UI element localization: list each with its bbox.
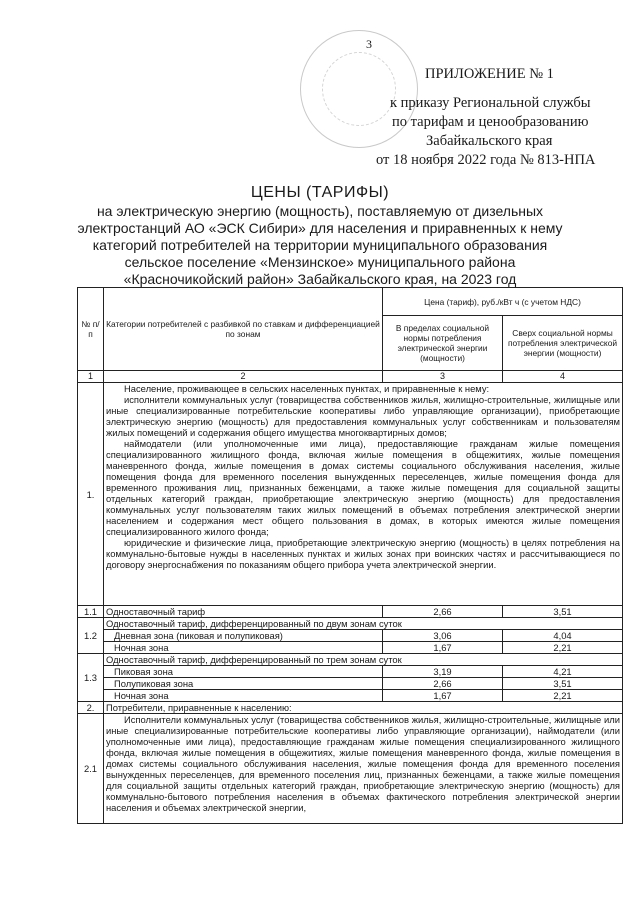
- column-number-4: 4: [503, 371, 623, 383]
- row-1-2-label: Одноставочный тариф, дифференцированный по двум зонам суток: [104, 618, 623, 630]
- table-row: [78, 654, 623, 666]
- row-1-3-peak-above: 4,21: [503, 666, 623, 678]
- row-1-paragraph-2: исполнители коммунальных услуг (товарищества собственников жилья, жилищно-строительные, жилищные или иные специализированные потребительские кооперативы либо управляющие организации), приобретающие электрическую энергию (мощность) для предоставления коммунальных услуг собственникам и пользователям жилых помещений и содержания общего имущества многоквартирных домов;: [106, 394, 620, 438]
- row-1-3-night-within: 1,67: [383, 690, 503, 702]
- row-1-description: [104, 383, 623, 606]
- row-1-2-day-label: Дневная зона (пиковая и полупиковая): [104, 630, 383, 642]
- row-1-3-semipeak-above: 3,51: [503, 678, 623, 690]
- table-row: [78, 666, 623, 678]
- row-1-3-night-above: 2,21: [503, 690, 623, 702]
- row-1-paragraph-1: Население, проживающее в сельских населенных пунктах, и приравненные к нему:: [124, 383, 490, 394]
- row-2-1-num: 2.1: [78, 714, 104, 824]
- table-row: [78, 678, 623, 690]
- header-within-norm: В пределах социальной нормы потребления электрической энергии (мощности): [383, 316, 503, 371]
- table-row: [78, 630, 623, 642]
- table-row: [78, 383, 623, 606]
- table-row: [78, 690, 623, 702]
- heading-line-4: сельское поселение «Мензинское» муниципального района: [124, 254, 516, 270]
- annex-line-1: к приказу Региональной службы: [390, 95, 591, 111]
- header-num: № п/п: [78, 288, 104, 371]
- annex-line-4: от 18 ноября 2022 года № 813-НПА: [376, 152, 596, 168]
- row-1-2-night-within: 1,67: [383, 642, 503, 654]
- row-1-paragraph-3: наймодатели (или уполномоченные ими лица), предоставляющие гражданам жилые помещения специализированного жилищного фонда, включая жилые помещения в общежитиях, жилые помещения маневренного фонда, жилые помещения в домах системы социального обслуживания населения, жилые помещения фонда для временного поселения вынужденных переселенцев, жилые помещения фонда для временного проживания лиц, признанных беженцами, а также жилые помещения для социальной защиты отдельных категорий граждан, приобретающие электрическую энергию (мощность) для предоставления коммунальных услуг пользователям таких жилых помещений в объемах потребления электрической энергии населением и содержания мест общего пользования в домах, в которых имеются жилые помещения специализированного жилого фонда;: [106, 438, 620, 537]
- row-1-3-peak-within: 3,19: [383, 666, 503, 678]
- row-1-1-label: Одноставочный тариф: [104, 606, 383, 618]
- row-1-1-within: 2,66: [383, 606, 503, 618]
- heading-title: ЦЕНЫ (ТАРИФЫ): [250, 184, 390, 201]
- row-1-3-label: Одноставочный тариф, дифференцированный по трем зонам суток: [104, 654, 623, 666]
- row-1-1-above: 3,51: [503, 606, 623, 618]
- row-1-3-semipeak-label: Полупиковая зона: [104, 678, 383, 690]
- official-seal-inner-ring: [322, 52, 396, 126]
- tariff-table: [77, 287, 623, 824]
- row-1-2-day-within: 3,06: [383, 630, 503, 642]
- row-1-2-night-label: Ночная зона: [104, 642, 383, 654]
- row-1-paragraph-4: юридические и физические лица, приобретающие электрическую энергию (мощность) в целях потребления на коммунально-бытовые нужды в населенных пунктах и жилых зонах при воинских частях и рассчитывающиеся по договору энергоснабжения по показаниям общего прибора учета электрической энергии.: [106, 537, 620, 570]
- annex-line-3: Забайкальского края: [426, 133, 553, 149]
- header-price: Цена (тариф), руб./кВт ч (с учетом НДС): [383, 288, 623, 316]
- heading-line-5: «Красночикойский район» Забайкальского края, на 2023 год: [123, 271, 517, 287]
- row-2-label: Потребители, приравненные к населению:: [104, 702, 623, 714]
- heading-line-1: на электрическую энергию (мощность), поставляемую от дизельных: [96, 203, 544, 219]
- row-1-num: 1.: [78, 383, 104, 606]
- row-2-num: 2.: [78, 702, 104, 714]
- column-number-3: 3: [383, 371, 503, 383]
- row-1-2-num: 1.2: [78, 618, 104, 654]
- column-number-2: 2: [104, 371, 383, 383]
- row-2-1-text: Исполнители коммунальных услуг (товарищества собственников жилья, жилищно-строительные, жилищные или иные специализированные потребительские кооперативы либо управляющие организации), наймодатели (или уполномоченные ими лица), предоставляющие гражданам жилые помещения специализированного жилищного фонда, включая жилые помещения в общежитиях, жилые помещения маневренного фонда, жилые помещения в домах системы социального обслуживания населения, жилые помещения фонда для временного поселения вынужденных переселенцев, для временного поселения лиц, признанных беженцами, а также жилые помещения для социальной защиты отдельных категорий граждан, приобретающие электрическую энергию (мощность) для коммунально-бытового потребления населения в объемах фактического потребления электрической энергии населения и объемах электрической энергии,: [104, 714, 623, 824]
- header-above-norm: Сверх социальной нормы потребления электрической энергии (мощности): [503, 316, 623, 371]
- row-1-2-night-above: 2,21: [503, 642, 623, 654]
- row-1-3-peak-label: Пиковая зона: [104, 666, 383, 678]
- heading-line-2: электростанций АО «ЭСК Сибири» для населения и приравненных к нему: [77, 220, 563, 236]
- table-row: [78, 642, 623, 654]
- page-number: 3: [366, 37, 372, 51]
- annex-line-2: по тарифам и ценообразованию: [392, 114, 589, 130]
- table-row: [78, 714, 623, 824]
- row-1-3-semipeak-within: 2,66: [383, 678, 503, 690]
- header-category: Категории потребителей с разбивкой по ставкам и дифференциацией по зонам: [104, 288, 383, 371]
- row-1-3-night-label: Ночная зона: [104, 690, 383, 702]
- heading-line-3: категорий потребителей на территории муниципального образования: [92, 237, 548, 253]
- row-1-1-num: 1.1: [78, 606, 104, 618]
- table-row: [78, 702, 623, 714]
- row-1-2-day-above: 4,04: [503, 630, 623, 642]
- column-number-1: 1: [78, 371, 104, 383]
- row-1-3-num: 1.3: [78, 654, 104, 702]
- annex-title: ПРИЛОЖЕНИЕ № 1: [425, 66, 554, 82]
- table-row: [78, 618, 623, 630]
- table-row: [78, 606, 623, 618]
